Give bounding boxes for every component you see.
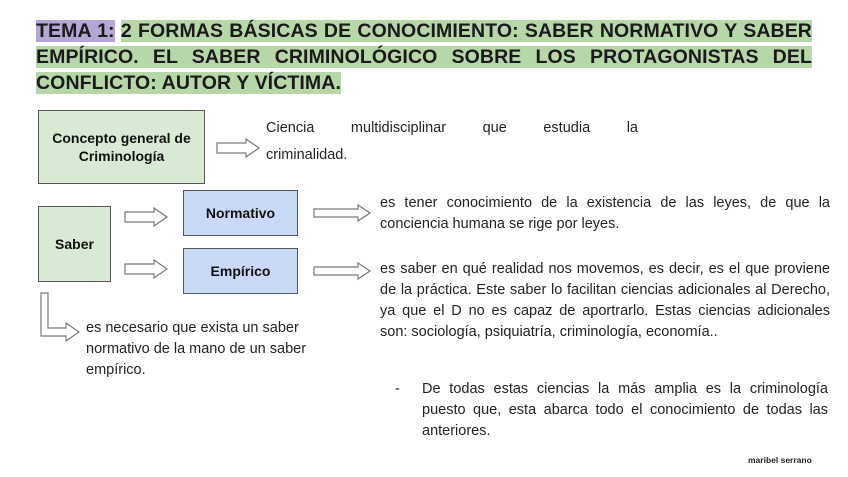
page-title	[36, 18, 812, 96]
saber-label: Saber	[55, 236, 94, 252]
arrow-right-icon	[313, 204, 371, 222]
saber-note: es necesario que exista un saber normativo de la mano de un saber empírico.	[86, 320, 307, 378]
normativo-label: Normativo	[205, 205, 276, 221]
signature: maribel serrano	[748, 455, 812, 465]
concepto-general-label: Concepto general de Criminología	[52, 130, 191, 164]
concepto-definition-line2: criminalidad.	[266, 147, 348, 163]
tema-label: TEMA 1:	[36, 20, 115, 42]
bullet-marker: -	[395, 381, 400, 397]
concepto-general-box	[38, 110, 205, 184]
empirico-box	[183, 248, 298, 294]
empirico-label: Empírico	[210, 263, 271, 279]
empirico-definition: es saber en qué realidad nos movemos, es decir, es el que proviene de la práctica. Este saber lo facilitan ciencias adicionales al Derecho, ya que el D no es capaz de aportrarlo. Estas ciencias adicionales son: sociología, psiquiatría, criminología, economía..	[380, 261, 830, 340]
arrow-right-icon	[216, 138, 260, 158]
arrow-right-icon	[313, 262, 371, 280]
arrow-right-icon	[124, 259, 168, 279]
saber-box	[38, 206, 111, 282]
title-text: 2 FORMAS BÁSICAS DE CONOCIMIENTO: SABER NORMATIVO Y SABER EMPÍRICO. EL SABER CRIMINOLÓGICO SOBRE LOS PROTAGONISTAS DEL CONFLICTO: AUTOR Y VÍCTIMA.	[36, 20, 812, 94]
concepto-definition-line1: Ciencia multidisciplinar que estudia la	[266, 120, 638, 136]
arrow-right-icon	[124, 207, 168, 227]
normativo-definition: es tener conocimiento de la existencia de las leyes, de que la conciencia humana se rige por leyes.	[380, 195, 830, 232]
bent-arrow-icon	[40, 292, 82, 342]
bullet-text: De todas estas ciencias la más amplia es la criminología puesto que, esta abarca todo el conocimiento de todas las anteriores.	[422, 381, 828, 439]
normativo-box	[183, 190, 298, 236]
